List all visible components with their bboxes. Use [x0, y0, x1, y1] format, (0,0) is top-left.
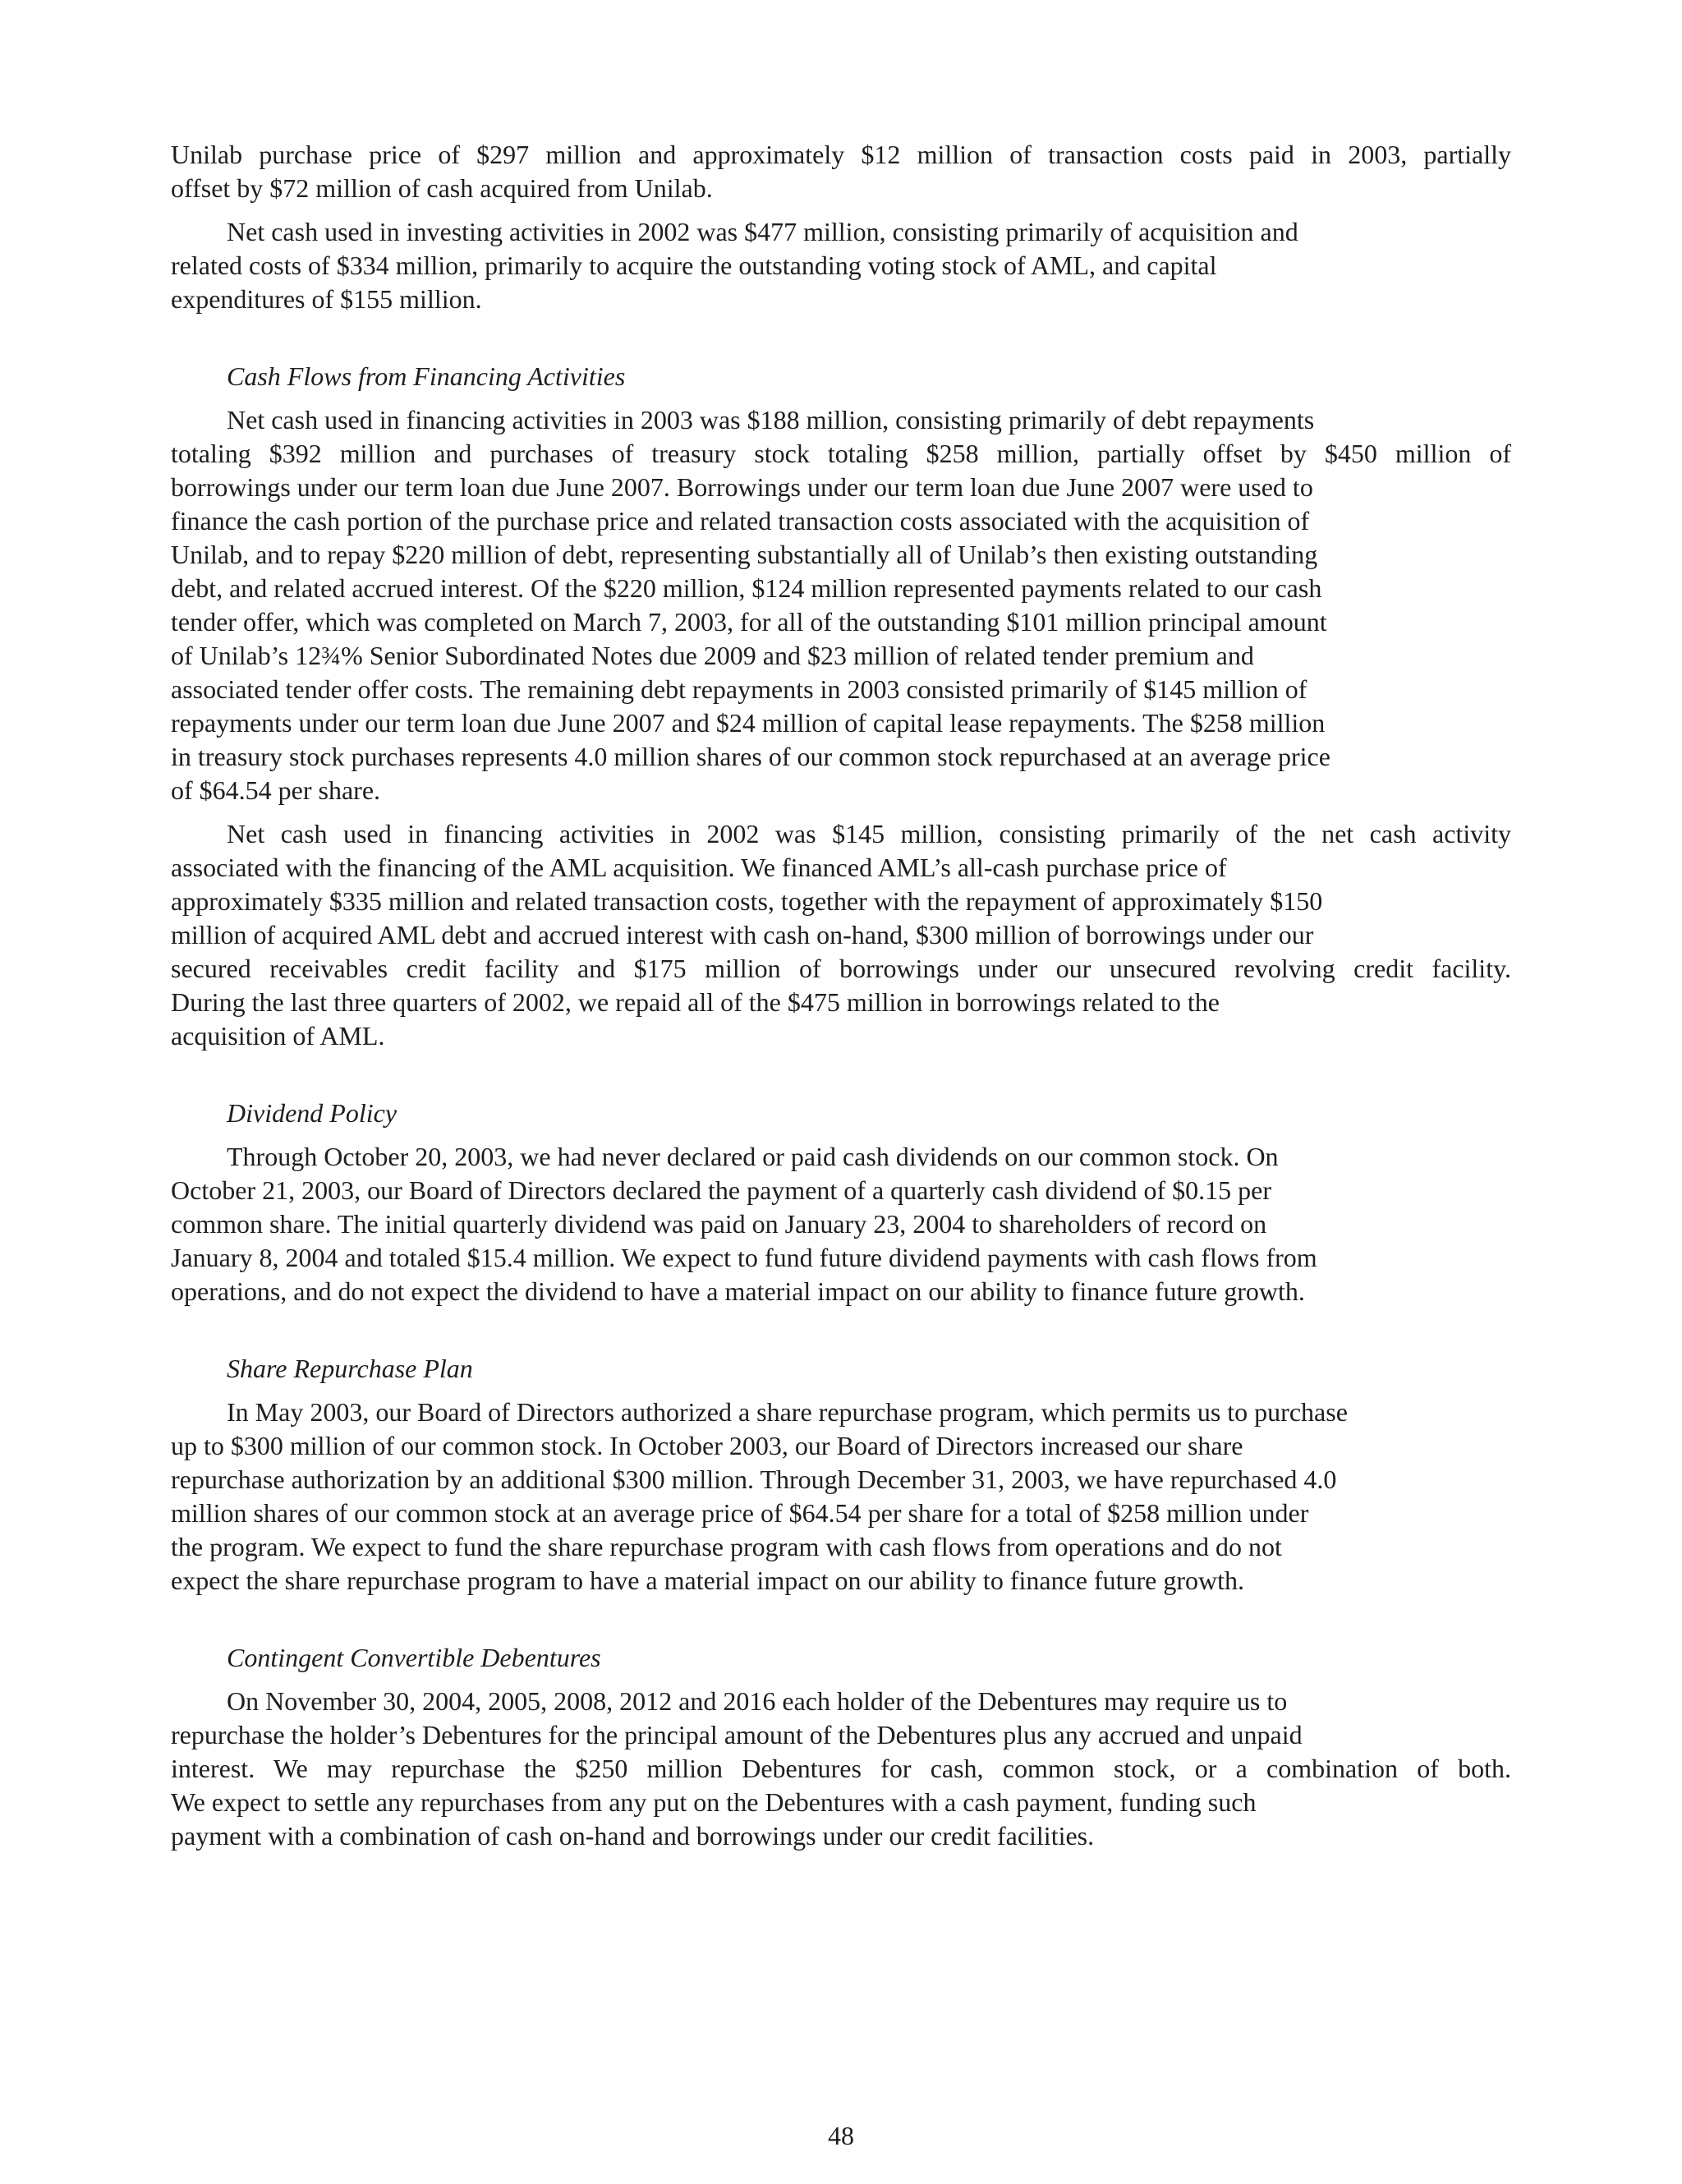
text-line: Unilab purchase price of $297 million and approximately $12 million of transaction costs paid in 2003, partially: [171, 140, 1511, 169]
section-heading-share-repurchase-plan: Share Repurchase Plan: [227, 1354, 473, 1383]
text-line: repayments under our term loan due June 2007 and $24 million of capital lease repayments. The $258 million: [171, 708, 1326, 738]
text-line: finance the cash portion of the purchase price and related transaction costs associated with the acquisition of: [171, 506, 1310, 536]
paragraph-financing-2002: [171, 817, 1511, 1053]
text-line: payment with a combination of cash on-hand and borrowings under our credit facilities.: [171, 1821, 1095, 1851]
text-line: January 8, 2004 and totaled $15.4 million. We expect to fund future dividend payments with cash flows from: [171, 1243, 1317, 1272]
text-line: the program. We expect to fund the share repurchase program with cash flows from operations and do not: [171, 1532, 1282, 1561]
document-page: [171, 138, 1511, 1853]
section-heading-contingent-convertible-debentures: Contingent Convertible Debentures: [227, 1643, 601, 1672]
text-line: During the last three quarters of 2002, we repaid all of the $475 million in borrowings related to the: [171, 987, 1220, 1017]
text-line: October 21, 2003, our Board of Directors declared the payment of a quarterly cash dividend of $0.15 per: [171, 1175, 1271, 1205]
text-line: Through October 20, 2003, we had never declared or paid cash dividends on our common stock. On: [227, 1142, 1279, 1171]
text-line: up to $300 million of our common stock. In October 2003, our Board of Directors increased our share: [171, 1431, 1243, 1460]
paragraph-debentures: [171, 1685, 1511, 1853]
paragraph-financing-2003: [171, 403, 1511, 807]
text-line: We expect to settle any repurchases from any put on the Debentures with a cash payment, funding such: [171, 1787, 1257, 1817]
text-line: In May 2003, our Board of Directors authorized a share repurchase program, which permits us to purchase: [227, 1397, 1348, 1427]
text-line: secured receivables credit facility and $175 million of borrowings under our unsecured revolving credit facility.: [171, 954, 1511, 983]
text-line: of $64.54 per share.: [171, 775, 381, 805]
section-heading-financing-activities: Cash Flows from Financing Activities: [227, 361, 626, 391]
text-line: operations, and do not expect the dividend to have a material impact on our ability to finance future growth.: [171, 1276, 1305, 1306]
text-line: acquisition of AML.: [171, 1021, 385, 1051]
text-line: associated tender offer costs. The remaining debt repayments in 2003 consisted primarily of $145 million of: [171, 674, 1307, 704]
text-line: offset by $72 million of cash acquired from Unilab.: [171, 173, 713, 203]
paragraph-dividend-policy: [171, 1140, 1511, 1308]
text-line: borrowings under our term loan due June 2007. Borrowings under our term loan due June 2007 were used to: [171, 472, 1313, 502]
text-line: approximately $335 million and related transaction costs, together with the repayment of approximately $150: [171, 886, 1323, 916]
text-line: repurchase authorization by an additional $300 million. Through December 31, 2003, we have repurchased 4.0: [171, 1464, 1337, 1494]
text-line: related costs of $334 million, primarily to acquire the outstanding voting stock of AML, and capital: [171, 251, 1217, 280]
text-line: expect the share repurchase program to have a material impact on our ability to finance future growth.: [171, 1566, 1245, 1595]
text-line: debt, and related accrued interest. Of the $220 million, $124 million represented payments related to our cash: [171, 573, 1322, 603]
paragraph-investing-2002: [171, 215, 1511, 316]
text-line: Net cash used in investing activities in 2002 was $477 million, consisting primarily of acquisition and: [227, 217, 1298, 246]
text-line: Net cash used in financing activities in 2002 was $145 million, consisting primarily of the net cash activity: [227, 819, 1511, 848]
text-line: expenditures of $155 million.: [171, 284, 482, 314]
text-line: million shares of our common stock at an average price of $64.54 per share for a total of $258 million under: [171, 1498, 1309, 1528]
text-line: repurchase the holder’s Debentures for the principal amount of the Debentures plus any accrued and unpaid: [171, 1720, 1303, 1749]
text-line: million of acquired AML debt and accrued interest with cash on-hand, $300 million of borrowings under our: [171, 920, 1314, 949]
text-line: tender offer, which was completed on March 7, 2003, for all of the outstanding $101 million principal amount: [171, 607, 1327, 637]
text-line: Net cash used in financing activities in 2003 was $188 million, consisting primarily of debt repayments: [227, 405, 1315, 435]
text-line: common share. The initial quarterly dividend was paid on January 23, 2004 to shareholders of record on: [171, 1209, 1267, 1239]
section-heading-dividend-policy: Dividend Policy: [227, 1098, 398, 1128]
page-number: 48: [828, 2121, 854, 2150]
paragraph-unilab-continuation: [171, 138, 1511, 205]
text-line: Unilab, and to repay $220 million of debt, representing substantially all of Unilab’s then existing outstanding: [171, 540, 1318, 569]
text-line: On November 30, 2004, 2005, 2008, 2012 and 2016 each holder of the Debentures may require us to: [227, 1686, 1288, 1716]
text-line: totaling $392 million and purchases of treasury stock totaling $258 million, partially offset by $450 million of: [171, 439, 1511, 468]
text-line: associated with the financing of the AML acquisition. We financed AML’s all-cash purchase price of: [171, 853, 1227, 882]
text-line: interest. We may repurchase the $250 million Debentures for cash, common stock, or a combination of both.: [171, 1754, 1511, 1783]
paragraph-share-repurchase: [171, 1395, 1511, 1598]
text-line: of Unilab’s 12¾% Senior Subordinated Notes due 2009 and $23 million of related tender premium and: [171, 641, 1254, 670]
text-line: in treasury stock purchases represents 4.0 million shares of our common stock repurchased at an average price: [171, 742, 1330, 771]
